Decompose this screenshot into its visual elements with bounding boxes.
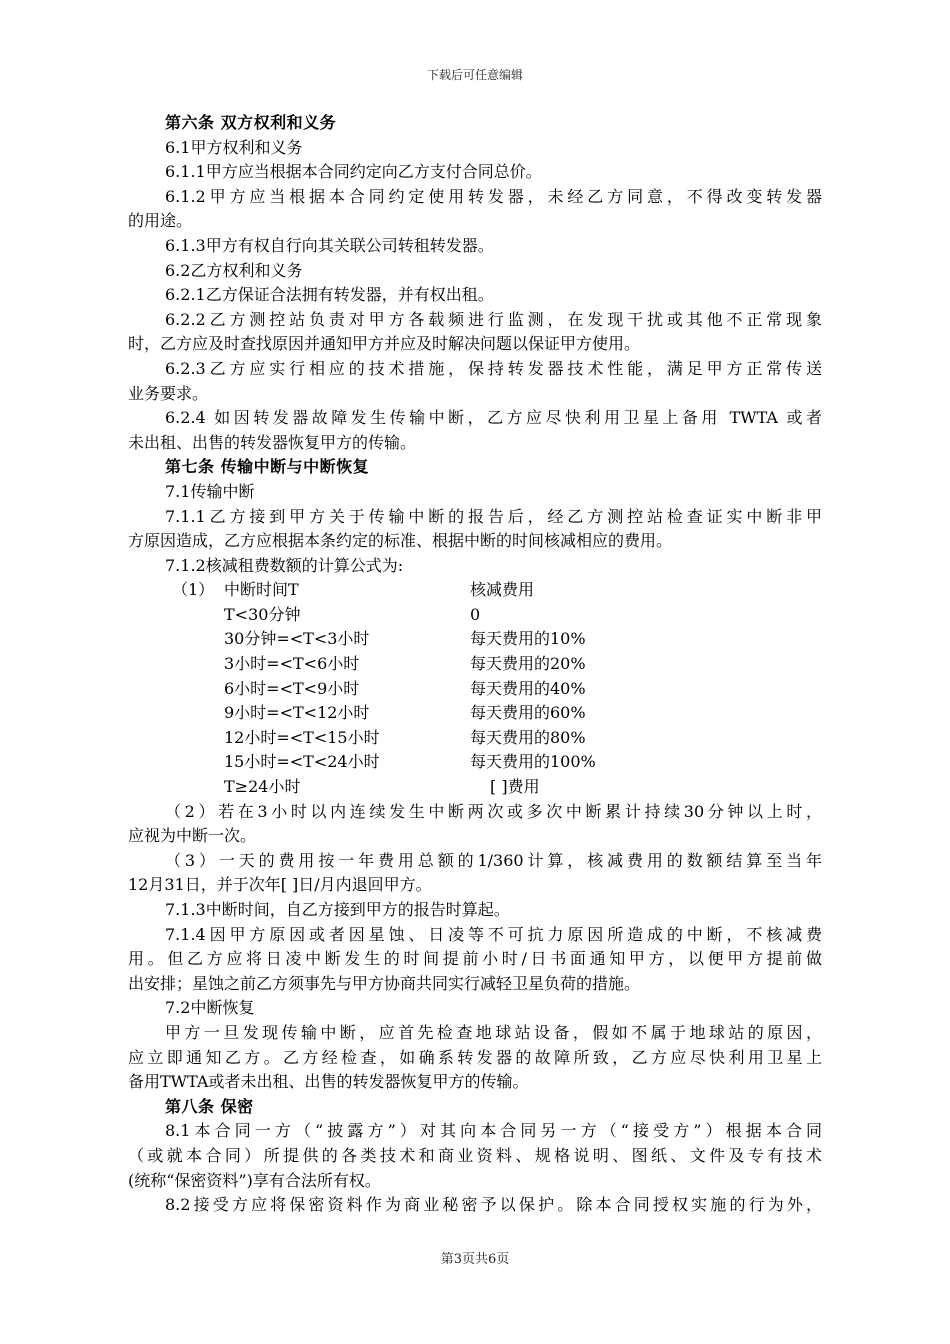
table-cell-fee: 每天费用的80%: [470, 727, 586, 747]
section-6-2: 6.2乙方权利和义务: [165, 260, 303, 280]
table-cell-time: 12小时=<T<15小时: [224, 727, 380, 747]
clause-7-1-4-line-3: 出安排；星蚀之前乙方须事先与甲方协商共同实行减轻卫星负荷的措施。: [128, 973, 641, 993]
section-7-2: 7.2中断恢复: [165, 998, 255, 1018]
clause-6-2-1: 6.2.1乙方保证合法拥有转发器，并有权出租。: [165, 285, 494, 305]
table-row: [128, 652, 822, 677]
document-body: [128, 111, 822, 1218]
clause-7-1-3: 7.1.3中断时间，自乙方接到甲方的报告时算起。: [165, 900, 510, 919]
clause-8-1-line-1: 8.1本合同一方（“披露方”）对其向本合同另一方（“接受方”）根据本合同: [165, 1121, 822, 1141]
clause-8-2-line-1: 8.2接受方应将保密资料作为商业秘密予以保护。除本合同授权实施的行为外，: [165, 1195, 822, 1215]
table-cell-time: 9小时=<T<12小时: [224, 703, 370, 723]
clause-6-1-3: 6.1.3甲方有权自行向其关联公司转租转发器。: [165, 235, 494, 255]
paragraph-2-line-2: 应视为中断一次。: [128, 826, 257, 846]
table-cell-fee: 每天费用的60%: [470, 703, 586, 723]
clause-7-1-2: 7.1.2核减租费数额的计算公式为:: [165, 555, 404, 575]
table-cell-fee: 每天费用的10%: [470, 629, 586, 649]
article-7-heading: 第七条 传输中断与中断恢复: [165, 457, 370, 477]
table-row: [128, 775, 822, 800]
section-7-2-line-3: 备用TWTA或者未出租、出售的转发器恢复甲方的传输。: [128, 1072, 529, 1092]
table-row: [128, 701, 822, 726]
table-row: [128, 750, 822, 775]
clause-7-1-1-line-2: 方原因造成，乙方应根据本条约定的标准、根据中断的时间核减相应的费用。: [128, 531, 673, 551]
table-row: [128, 677, 822, 702]
fee-table-col-fee: 核减费用: [470, 580, 535, 600]
section-7-2-line-2: 应立即通知乙方。乙方经检查，如确系转发器的故障所致，乙方应尽快利用卫星上: [128, 1047, 822, 1067]
paragraph-2-line-1: （2）若在3小时以内连续发生中断两次或多次中断累计持续30分钟以上时，: [165, 801, 822, 821]
fee-table-marker: （1）: [172, 580, 215, 600]
table-row: [128, 627, 822, 652]
table-cell-fee: 0: [470, 604, 481, 624]
clause-6-2-4-line-1: 6.2.4 如因转发器故障发生传输中断，乙方应尽快利用卫星上备用 TWTA 或者: [165, 408, 822, 428]
clause-6-1-2-line-2: 的用途。: [128, 211, 193, 231]
clause-6-2-3-line-2: 业务要求。: [128, 383, 209, 403]
table-cell-fee: 每天费用的40%: [470, 678, 586, 698]
table-cell-time: 30分钟=<T<3小时: [224, 629, 370, 649]
table-cell-fee: 每天费用的100%: [470, 752, 596, 772]
clause-6-1-1: 6.1.1甲方应当根据本合同约定向乙方支付合同总价。: [165, 162, 542, 182]
paragraph-3-line-1: （3）一天的费用按一年费用总额的1/360计算，核减费用的数额结算至当年: [165, 850, 822, 870]
page-footer: 第3页共6页: [440, 1252, 510, 1267]
section-6-1: 6.1甲方权利和义务: [165, 137, 303, 157]
clause-7-1-4-line-1: 7.1.4因甲方原因或者因星蚀、日凌等不可抗力原因所造成的中断，不核减费: [165, 924, 822, 944]
paragraph-3-line-2: 12月31日，并于次年[ ]日/月内退回甲方。: [128, 875, 432, 895]
section-7-2-line-1: 甲方一旦发现传输中断，应首先检查地球站设备，假如不属于地球站的原因，: [165, 1022, 822, 1042]
clause-7-1-4-line-2: 用。但乙方应将日凌中断发生的时间提前小时/日书面通知甲方，以便甲方提前做: [128, 949, 822, 969]
table-cell-fee: [ ]费用: [490, 777, 540, 797]
table-cell-time: 3小时=<T<6小时: [224, 654, 360, 674]
table-cell-time: 15小时=<T<24小时: [224, 752, 380, 772]
clause-6-2-4-line-2: 未出租、出售的转发器恢复甲方的传输。: [128, 432, 417, 452]
clause-7-1-1-line-1: 7.1.1乙方接到甲方关于传输中断的报告后，经乙方测控站检查证实中断非甲: [165, 506, 822, 526]
section-7-1: 7.1传输中断: [165, 481, 255, 501]
table-cell-time: 6小时=<T<9小时: [224, 678, 360, 698]
clause-6-2-3-line-1: 6.2.3乙方应实行相应的技术措施，保持转发器技术性能，满足甲方正常传送: [165, 358, 822, 378]
clause-6-2-2-line-1: 6.2.2乙方测控站负责对甲方各载频进行监测，在发现干扰或其他不正常现象: [165, 309, 822, 329]
clause-6-1-2-line-1: 6.1.2甲方应当根据本合同约定使用转发器，未经乙方同意，不得改变转发器: [165, 186, 822, 206]
table-cell-time: T<30分钟: [224, 604, 301, 624]
fee-table-col-time: 中断时间T: [224, 580, 299, 600]
clause-8-1-line-2: （或就本合同）所提供的各类技术和商业资料、规格说明、图纸、文件及专有技术: [128, 1145, 822, 1165]
fee-table-header: [128, 578, 822, 603]
table-row: [128, 603, 822, 628]
article-6-heading: 第六条 双方权利和义务: [165, 113, 337, 132]
page-header: 下载后可任意编辑: [426, 68, 523, 82]
clause-8-1-line-3: (统称“保密资料”)享有合法所有权。: [128, 1170, 381, 1190]
article-8-heading: 第八条 保密: [165, 1096, 254, 1116]
table-cell-fee: 每天费用的20%: [470, 654, 586, 674]
clause-6-2-2-line-2: 时，乙方应及时查找原因并通知甲方并应及时解决问题以保证甲方使用。: [128, 334, 641, 354]
table-cell-time: T≥24小时: [224, 777, 301, 797]
table-row: [128, 726, 822, 751]
